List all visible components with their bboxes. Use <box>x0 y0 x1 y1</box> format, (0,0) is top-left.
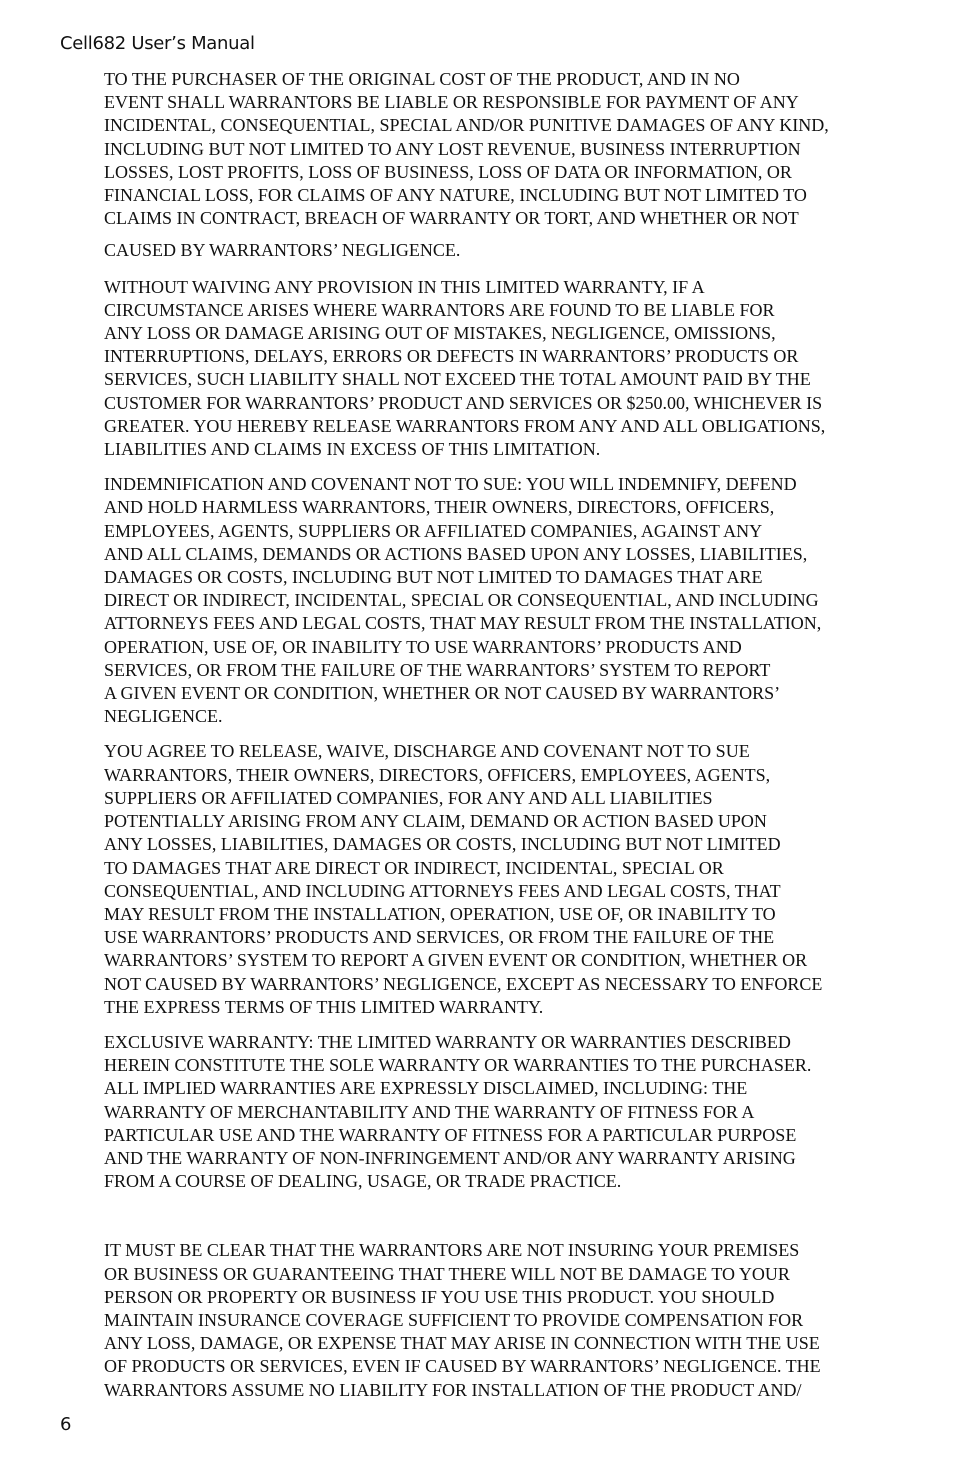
text-line: ANY LOSS OR DAMAGE ARISING OUT OF MISTAKES, NEGLIGENCE, OMISSIONS, <box>104 323 776 344</box>
text-line: YOU AGREE TO RELEASE, WAIVE, DISCHARGE AND COVENANT NOT TO SUE <box>104 741 750 762</box>
text-line: ANY LOSSES, LIABILITIES, DAMAGES OR COSTS, INCLUDING BUT NOT LIMITED <box>104 834 781 855</box>
text-line: HEREIN CONSTITUTE THE SOLE WARRANTY OR WARRANTIES TO THE PURCHASER. <box>104 1055 812 1076</box>
text-line: INDEMNIFICATION AND COVENANT NOT TO SUE: YOU WILL INDEMNIFY, DEFEND <box>104 474 797 495</box>
paragraph-insurance <box>104 1239 904 1401</box>
text-line: ATTORNEYS FEES AND LEGAL COSTS, THAT MAY RESULT FROM THE INSTALLATION, <box>104 613 822 634</box>
text-line: PERSON OR PROPERTY OR BUSINESS IF YOU USE THIS PRODUCT. YOU SHOULD <box>104 1286 775 1307</box>
text-line: CUSTOMER FOR WARRANTORS’ PRODUCT AND SERVICES OR $250.00, WHICHEVER IS <box>104 392 823 413</box>
paragraph-liability-limit <box>104 276 904 462</box>
text-line: USE WARRANTORS’ PRODUCTS AND SERVICES, OR FROM THE FAILURE OF THE <box>104 927 775 948</box>
paragraph-indemnification <box>104 473 904 728</box>
text-line: CAUSED BY WARRANTORS’ NEGLIGENCE. <box>104 240 461 261</box>
text-line: LIABILITIES AND CLAIMS IN EXCESS OF THIS LIMITATION. <box>104 439 601 460</box>
text-line: CIRCUMSTANCE ARISES WHERE WARRANTORS ARE FOUND TO BE LIABLE FOR <box>104 299 775 320</box>
text-line: EXCLUSIVE WARRANTY: THE LIMITED WARRANTY OR WARRANTIES DESCRIBED <box>104 1031 791 1052</box>
text-line: FINANCIAL LOSS, FOR CLAIMS OF ANY NATURE, INCLUDING BUT NOT LIMITED TO <box>104 185 807 206</box>
text-line: EVENT SHALL WARRANTORS BE LIABLE OR RESPONSIBLE FOR PAYMENT OF ANY <box>104 92 799 113</box>
text-line: TO DAMAGES THAT ARE DIRECT OR INDIRECT, INCIDENTAL, SPECIAL OR <box>104 857 724 878</box>
text-line: FROM A COURSE OF DEALING, USAGE, OR TRADE PRACTICE. <box>104 1171 622 1192</box>
running-header: Cell682 User’s Manual <box>60 33 255 54</box>
text-line: THE EXPRESS TERMS OF THIS LIMITED WARRANTY. <box>104 996 544 1017</box>
text-line: AND HOLD HARMLESS WARRANTORS, THEIR OWNERS, DIRECTORS, OFFICERS, <box>104 497 775 518</box>
text-line: POTENTIALLY ARISING FROM ANY CLAIM, DEMAND OR ACTION BASED UPON <box>104 811 767 832</box>
text-line: SERVICES, SUCH LIABILITY SHALL NOT EXCEED THE TOTAL AMOUNT PAID BY THE <box>104 369 811 390</box>
text-line: A GIVEN EVENT OR CONDITION, WHETHER OR NOT CAUSED BY WARRANTORS’ <box>104 683 781 704</box>
text-line: MAINTAIN INSURANCE COVERAGE SUFFICIENT TO PROVIDE COMPENSATION FOR <box>104 1309 804 1330</box>
text-line: CLAIMS IN CONTRACT, BREACH OF WARRANTY OR TORT, AND WHETHER OR NOT <box>104 208 799 229</box>
paragraph-liability-exclusion <box>104 68 904 230</box>
text-line: WITHOUT WAIVING ANY PROVISION IN THIS LIMITED WARRANTY, IF A <box>104 276 705 297</box>
text-line: AND THE WARRANTY OF NON-INFRINGEMENT AND/OR ANY WARRANTY ARISING <box>104 1147 796 1168</box>
text-line: DAMAGES OR COSTS, INCLUDING BUT NOT LIMITED TO DAMAGES THAT ARE <box>104 567 763 588</box>
paragraph-exclusive-warranty <box>104 1031 904 1193</box>
text-line: DIRECT OR INDIRECT, INCIDENTAL, SPECIAL OR CONSEQUENTIAL, AND INCLUDING <box>104 590 819 611</box>
text-line: INTERRUPTIONS, DELAYS, ERRORS OR DEFECTS IN WARRANTORS’ PRODUCTS OR <box>104 346 799 367</box>
text-line: INCLUDING BUT NOT LIMITED TO ANY LOST REVENUE, BUSINESS INTERRUPTION <box>104 138 801 159</box>
text-line: AND ALL CLAIMS, DEMANDS OR ACTIONS BASED UPON ANY LOSSES, LIABILITIES, <box>104 543 808 564</box>
text-line: IT MUST BE CLEAR THAT THE WARRANTORS ARE NOT INSURING YOUR PREMISES <box>104 1240 800 1261</box>
text-line: MAY RESULT FROM THE INSTALLATION, OPERATION, USE OF, OR INABILITY TO <box>104 903 776 924</box>
text-line: ANY LOSS, DAMAGE, OR EXPENSE THAT MAY ARISE IN CONNECTION WITH THE USE <box>104 1333 820 1354</box>
paragraph-release-waiver <box>104 740 904 1018</box>
text-line: OF PRODUCTS OR SERVICES, EVEN IF CAUSED BY WARRANTORS’ NEGLIGENCE. THE <box>104 1356 821 1377</box>
text-line: TO THE PURCHASER OF THE ORIGINAL COST OF THE PRODUCT, AND IN NO <box>104 69 740 89</box>
text-line: WARRANTORS, THEIR OWNERS, DIRECTORS, OFFICERS, EMPLOYEES, AGENTS, <box>104 764 771 785</box>
text-line: EMPLOYEES, AGENTS, SUPPLIERS OR AFFILIATED COMPANIES, AGAINST ANY <box>104 520 763 541</box>
text-line: GREATER. YOU HEREBY RELEASE WARRANTORS FROM ANY AND ALL OBLIGATIONS, <box>104 415 826 436</box>
text-line: WARRANTORS ASSUME NO LIABILITY FOR INSTALLATION OF THE PRODUCT AND/ <box>104 1379 802 1400</box>
text-line: PARTICULAR USE AND THE WARRANTY OF FITNESS FOR A PARTICULAR PURPOSE <box>104 1124 797 1145</box>
text-line: CONSEQUENTIAL, AND INCLUDING ATTORNEYS FEES AND LEGAL COSTS, THAT <box>104 880 781 901</box>
text-line: WARRANTY OF MERCHANTABILITY AND THE WARRANTY OF FITNESS FOR A <box>104 1101 755 1122</box>
text-line: WARRANTORS’ SYSTEM TO REPORT A GIVEN EVENT OR CONDITION, WHETHER OR <box>104 950 808 971</box>
text-line: INCIDENTAL, CONSEQUENTIAL, SPECIAL AND/OR PUNITIVE DAMAGES OF ANY KIND, <box>104 115 829 136</box>
paragraph-negligence <box>104 239 904 262</box>
text-line: OR BUSINESS OR GUARANTEEING THAT THERE WILL NOT BE DAMAGE TO YOUR <box>104 1263 790 1284</box>
text-line: LOSSES, LOST PROFITS, LOSS OF BUSINESS, LOSS OF DATA OR INFORMATION, OR <box>104 161 792 182</box>
text-line: OPERATION, USE OF, OR INABILITY TO USE WARRANTORS’ PRODUCTS AND <box>104 636 742 657</box>
text-line: NOT CAUSED BY WARRANTORS’ NEGLIGENCE, EXCEPT AS NECESSARY TO ENFORCE <box>104 973 823 994</box>
text-line: SERVICES, OR FROM THE FAILURE OF THE WARRANTORS’ SYSTEM TO REPORT <box>104 659 771 680</box>
text-line: ALL IMPLIED WARRANTIES ARE EXPRESSLY DISCLAIMED, INCLUDING: THE <box>104 1078 748 1099</box>
text-line: SUPPLIERS OR AFFILIATED COMPANIES, FOR ANY AND ALL LIABILITIES <box>104 787 713 808</box>
text-line: NEGLIGENCE. <box>104 706 223 727</box>
document-body <box>104 68 904 1402</box>
page-number: 6 <box>60 1414 72 1435</box>
